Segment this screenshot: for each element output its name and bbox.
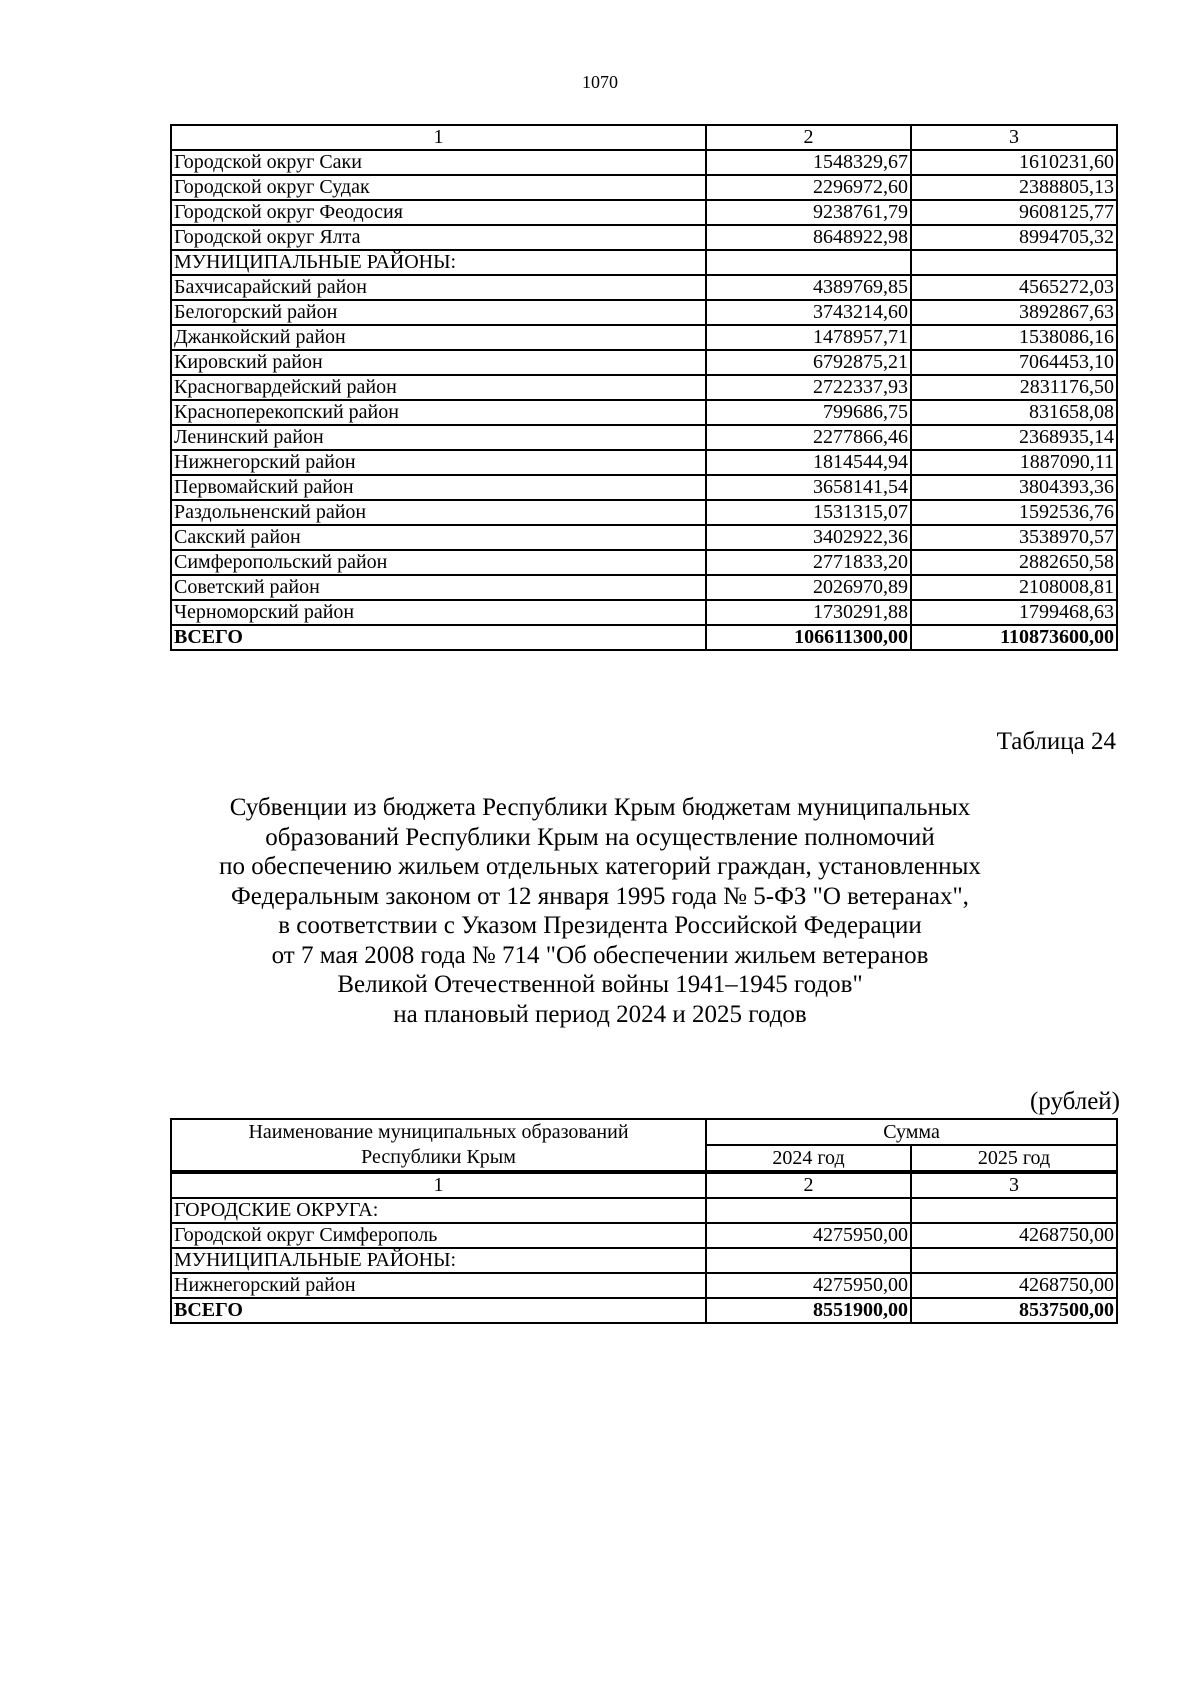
amount-2025: 1610231,60 [911,150,1117,175]
table-row [171,425,1117,450]
amount-2024 [706,250,911,275]
municipality-name: МУНИЦИПАЛЬНЫЕ РАЙОНЫ: [171,250,706,275]
amount-2025 [911,1248,1117,1273]
amount-2025: 7064453,10 [911,350,1117,375]
table-row [171,250,1117,275]
amount-2024: 3743214,60 [706,300,911,325]
amount-2024: 799686,75 [706,400,911,425]
units-label: (рублей) [1029,1088,1120,1115]
amount-2025 [911,250,1117,275]
column-number-row [171,125,1117,150]
amount-2025: 2831176,50 [911,375,1117,400]
title-line: Великой Отечественной войны 1941–1945 годов" [337,971,863,998]
title-line: в соответствии с Указом Президента Российской Федерации [278,912,922,939]
amount-2025: 3804393,36 [911,475,1117,500]
municipality-name: Симферопольский район [171,550,706,575]
amount-2024: 2722337,93 [706,375,911,400]
veterans-housing-subvention-table [170,1118,1118,1324]
municipality-name: Джанкойский район [171,325,706,350]
amount-2025: 1799468,63 [911,600,1117,625]
column-number-row [171,1172,1117,1198]
amount-2025: 2108008,81 [911,575,1117,600]
table-row [171,1223,1117,1248]
title-line: от 7 мая 2008 года № 714 "Об обеспечении жильем ветеранов [271,941,929,969]
amount-2025: 1887090,11 [911,450,1117,475]
title-line: Субвенции из бюджета Республики Крым бюджетам муниципальных [229,794,971,821]
table-row [171,1198,1117,1223]
municipality-name: Городской округ Симферополь [171,1223,706,1248]
amount-2025: 3538970,57 [911,525,1117,550]
title-line: на плановый период 2024 и 2025 годов [393,1000,807,1028]
municipality-name: Нижнегорский район [171,1273,706,1298]
column-number: 1 [171,125,706,150]
table-row [171,275,1117,300]
municipality-name: Бахчисарайский район [171,275,706,300]
table-row [171,1248,1117,1273]
amount-2025: 2368935,14 [911,425,1117,450]
table-row [171,1273,1117,1298]
table-row [171,225,1117,250]
total-row [171,625,1117,650]
amount-2025: 4565272,03 [911,275,1117,300]
amount-2025: 9608125,77 [911,200,1117,225]
municipality-name: Красногвардейский район [171,375,706,400]
subsidy-table-continued [170,124,1118,651]
sum-header: Сумма [706,1119,1117,1145]
total-2025: 110873600,00 [911,625,1117,650]
table-label: Таблица 24 [996,728,1116,755]
table-row [171,350,1117,375]
column-number: 2 [706,125,911,150]
amount-2025: 2388805,13 [911,175,1117,200]
table-row [171,550,1117,575]
table-row [171,150,1117,175]
amount-2025: 4268750,00 [911,1223,1117,1248]
title-line: по обеспечению жильем отдельных категорий граждан, установленных [219,853,981,880]
year-2024-header: 2024 год [706,1145,911,1172]
municipality-name: Нижнегорский район [171,450,706,475]
total-2024: 8551900,00 [706,1298,911,1323]
title-line: образований Республики Крым на осуществление полномочий [265,823,935,851]
amount-2024: 8648922,98 [706,225,911,250]
table-row [171,450,1117,475]
total-label: ВСЕГО [171,1298,706,1323]
column-number: 3 [911,125,1117,150]
municipality-name: Белогорский район [171,300,706,325]
amount-2025: 831658,08 [911,400,1117,425]
table-row [171,500,1117,525]
municipality-name: Городской округ Судак [171,175,706,200]
column-number: 2 [706,1172,911,1198]
table-row [171,375,1117,400]
municipality-name: ГОРОДСКИЕ ОКРУГА: [171,1198,706,1223]
total-row [171,1298,1117,1323]
table-row [171,400,1117,425]
municipality-name: Кировский район [171,350,706,375]
amount-2024: 2026970,89 [706,575,911,600]
amount-2025 [911,1198,1117,1223]
amount-2024: 3402922,36 [706,525,911,550]
amount-2024: 3658141,54 [706,475,911,500]
total-2025: 8537500,00 [911,1298,1117,1323]
municipality-name-header: Наименование муниципальных образований Республики Крым [171,1119,706,1172]
table-row [171,325,1117,350]
table-row [171,200,1117,225]
table-row [171,525,1117,550]
column-number: 3 [911,1172,1117,1198]
municipality-name: МУНИЦИПАЛЬНЫЕ РАЙОНЫ: [171,1248,706,1273]
municipality-name: Раздольненский район [171,500,706,525]
title-line: Федеральным законом от 12 января 1995 года № 5-ФЗ "О ветеранах", [231,882,969,910]
amount-2024: 6792875,21 [706,350,911,375]
total-label: ВСЕГО [171,625,706,650]
table-row [171,600,1117,625]
amount-2024: 2277866,46 [706,425,911,450]
amount-2024: 1531315,07 [706,500,911,525]
municipality-name: Ленинский район [171,425,706,450]
municipality-name: Первомайский район [171,475,706,500]
year-2025-header: 2025 год [911,1145,1117,1172]
amount-2025: 3892867,63 [911,300,1117,325]
municipality-name: Сакский район [171,525,706,550]
amount-2024: 4275950,00 [706,1273,911,1298]
municipality-name: Советский район [171,575,706,600]
table-row [171,475,1117,500]
table-row [171,175,1117,200]
amount-2024: 1548329,67 [706,150,911,175]
header-row [171,1119,1117,1145]
amount-2024: 1814544,94 [706,450,911,475]
amount-2025: 1538086,16 [911,325,1117,350]
amount-2024: 9238761,79 [706,200,911,225]
amount-2024 [706,1198,911,1223]
total-2024: 106611300,00 [706,625,911,650]
amount-2025: 1592536,76 [911,500,1117,525]
municipality-name: Красноперекопский район [171,400,706,425]
municipality-name: Городской округ Феодосия [171,200,706,225]
amount-2024: 1478957,71 [706,325,911,350]
amount-2025: 8994705,32 [911,225,1117,250]
amount-2024: 2771833,20 [706,550,911,575]
amount-2025: 4268750,00 [911,1273,1117,1298]
amount-2025: 2882650,58 [911,550,1117,575]
table-row [171,300,1117,325]
amount-2024: 4389769,85 [706,275,911,300]
amount-2024: 1730291,88 [706,600,911,625]
municipality-name: Черноморский район [171,600,706,625]
column-number: 1 [171,1172,706,1198]
municipality-name: Городской округ Саки [171,150,706,175]
amount-2024: 2296972,60 [706,175,911,200]
amount-2024 [706,1248,911,1273]
page-number: 1070 [582,72,618,92]
amount-2024: 4275950,00 [706,1223,911,1248]
table-row [171,575,1117,600]
table-title [0,793,1200,1029]
municipality-name: Городской округ Ялта [171,225,706,250]
